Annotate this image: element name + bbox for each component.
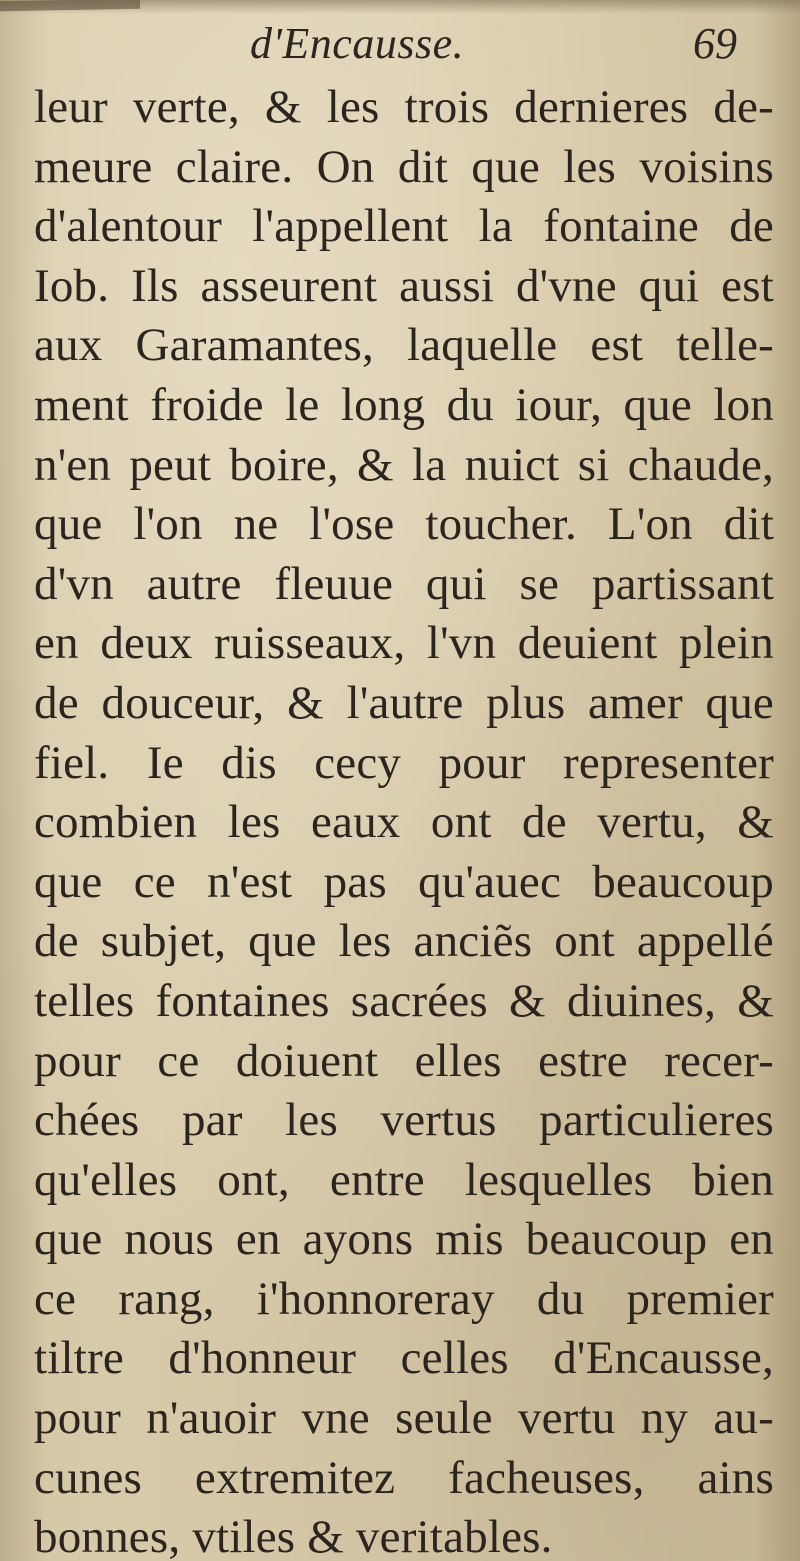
text-line: telles fontaines sacrées & diuines, & [34, 974, 774, 1027]
running-head-title: d'Encausse. [250, 19, 465, 68]
text-line: Iob. Ils asseurent aussi d'vne qui est [34, 259, 774, 312]
text-line: cunes extremitez facheuses, ains [34, 1451, 774, 1504]
text-line: d'alentour l'appellent la fontaine de [34, 200, 774, 253]
running-head [0, 18, 800, 78]
text-line: aux Garamantes, laquelle est telle- [34, 319, 774, 372]
body-text [34, 78, 774, 1561]
text-line: combien les eaux ont de vertu, & [34, 796, 774, 849]
text-line: meure claire. On dit que les voisins [34, 140, 774, 193]
text-line: d'vn autre fleuue qui se partissant [34, 557, 774, 610]
text-line: n'en peut boire, & la nuict si chaude, [34, 438, 774, 491]
page-number: 69 [693, 19, 737, 68]
text-line: pour n'auoir vne seule vertu ny au- [34, 1392, 774, 1445]
text-line: que ce n'est pas qu'auec beaucoup [34, 855, 774, 908]
text-line: ment froide le long du iour, que lon [34, 378, 774, 431]
text-line: fiel. Ie dis cecy pour representer [34, 736, 774, 789]
text-line: que l'on ne l'ose toucher. L'on dit [34, 498, 774, 551]
text-line-last: bonnes, vtiles & veritables. [34, 1511, 553, 1561]
text-line: leur verte, & les trois dernieres de- [34, 81, 774, 133]
text-line: ce rang, i'honnoreray du premier [34, 1272, 774, 1325]
text-line: tiltre d'honneur celles d'Encausse, [34, 1332, 774, 1385]
text-line: que nous en ayons mis beaucoup en [34, 1213, 774, 1266]
text-line: chées par les vertus particulieres [34, 1094, 774, 1147]
text-line: de douceur, & l'autre plus amer que [34, 676, 774, 729]
text-line: pour ce doiuent elles estre recer- [34, 1034, 774, 1087]
text-line: qu'elles ont, entre lesquelles bien [34, 1153, 774, 1206]
text-line: en deux ruisseaux, l'vn deuient plein [34, 617, 774, 670]
text-line: de subjet, que les anciẽs ont appellé [34, 915, 774, 968]
